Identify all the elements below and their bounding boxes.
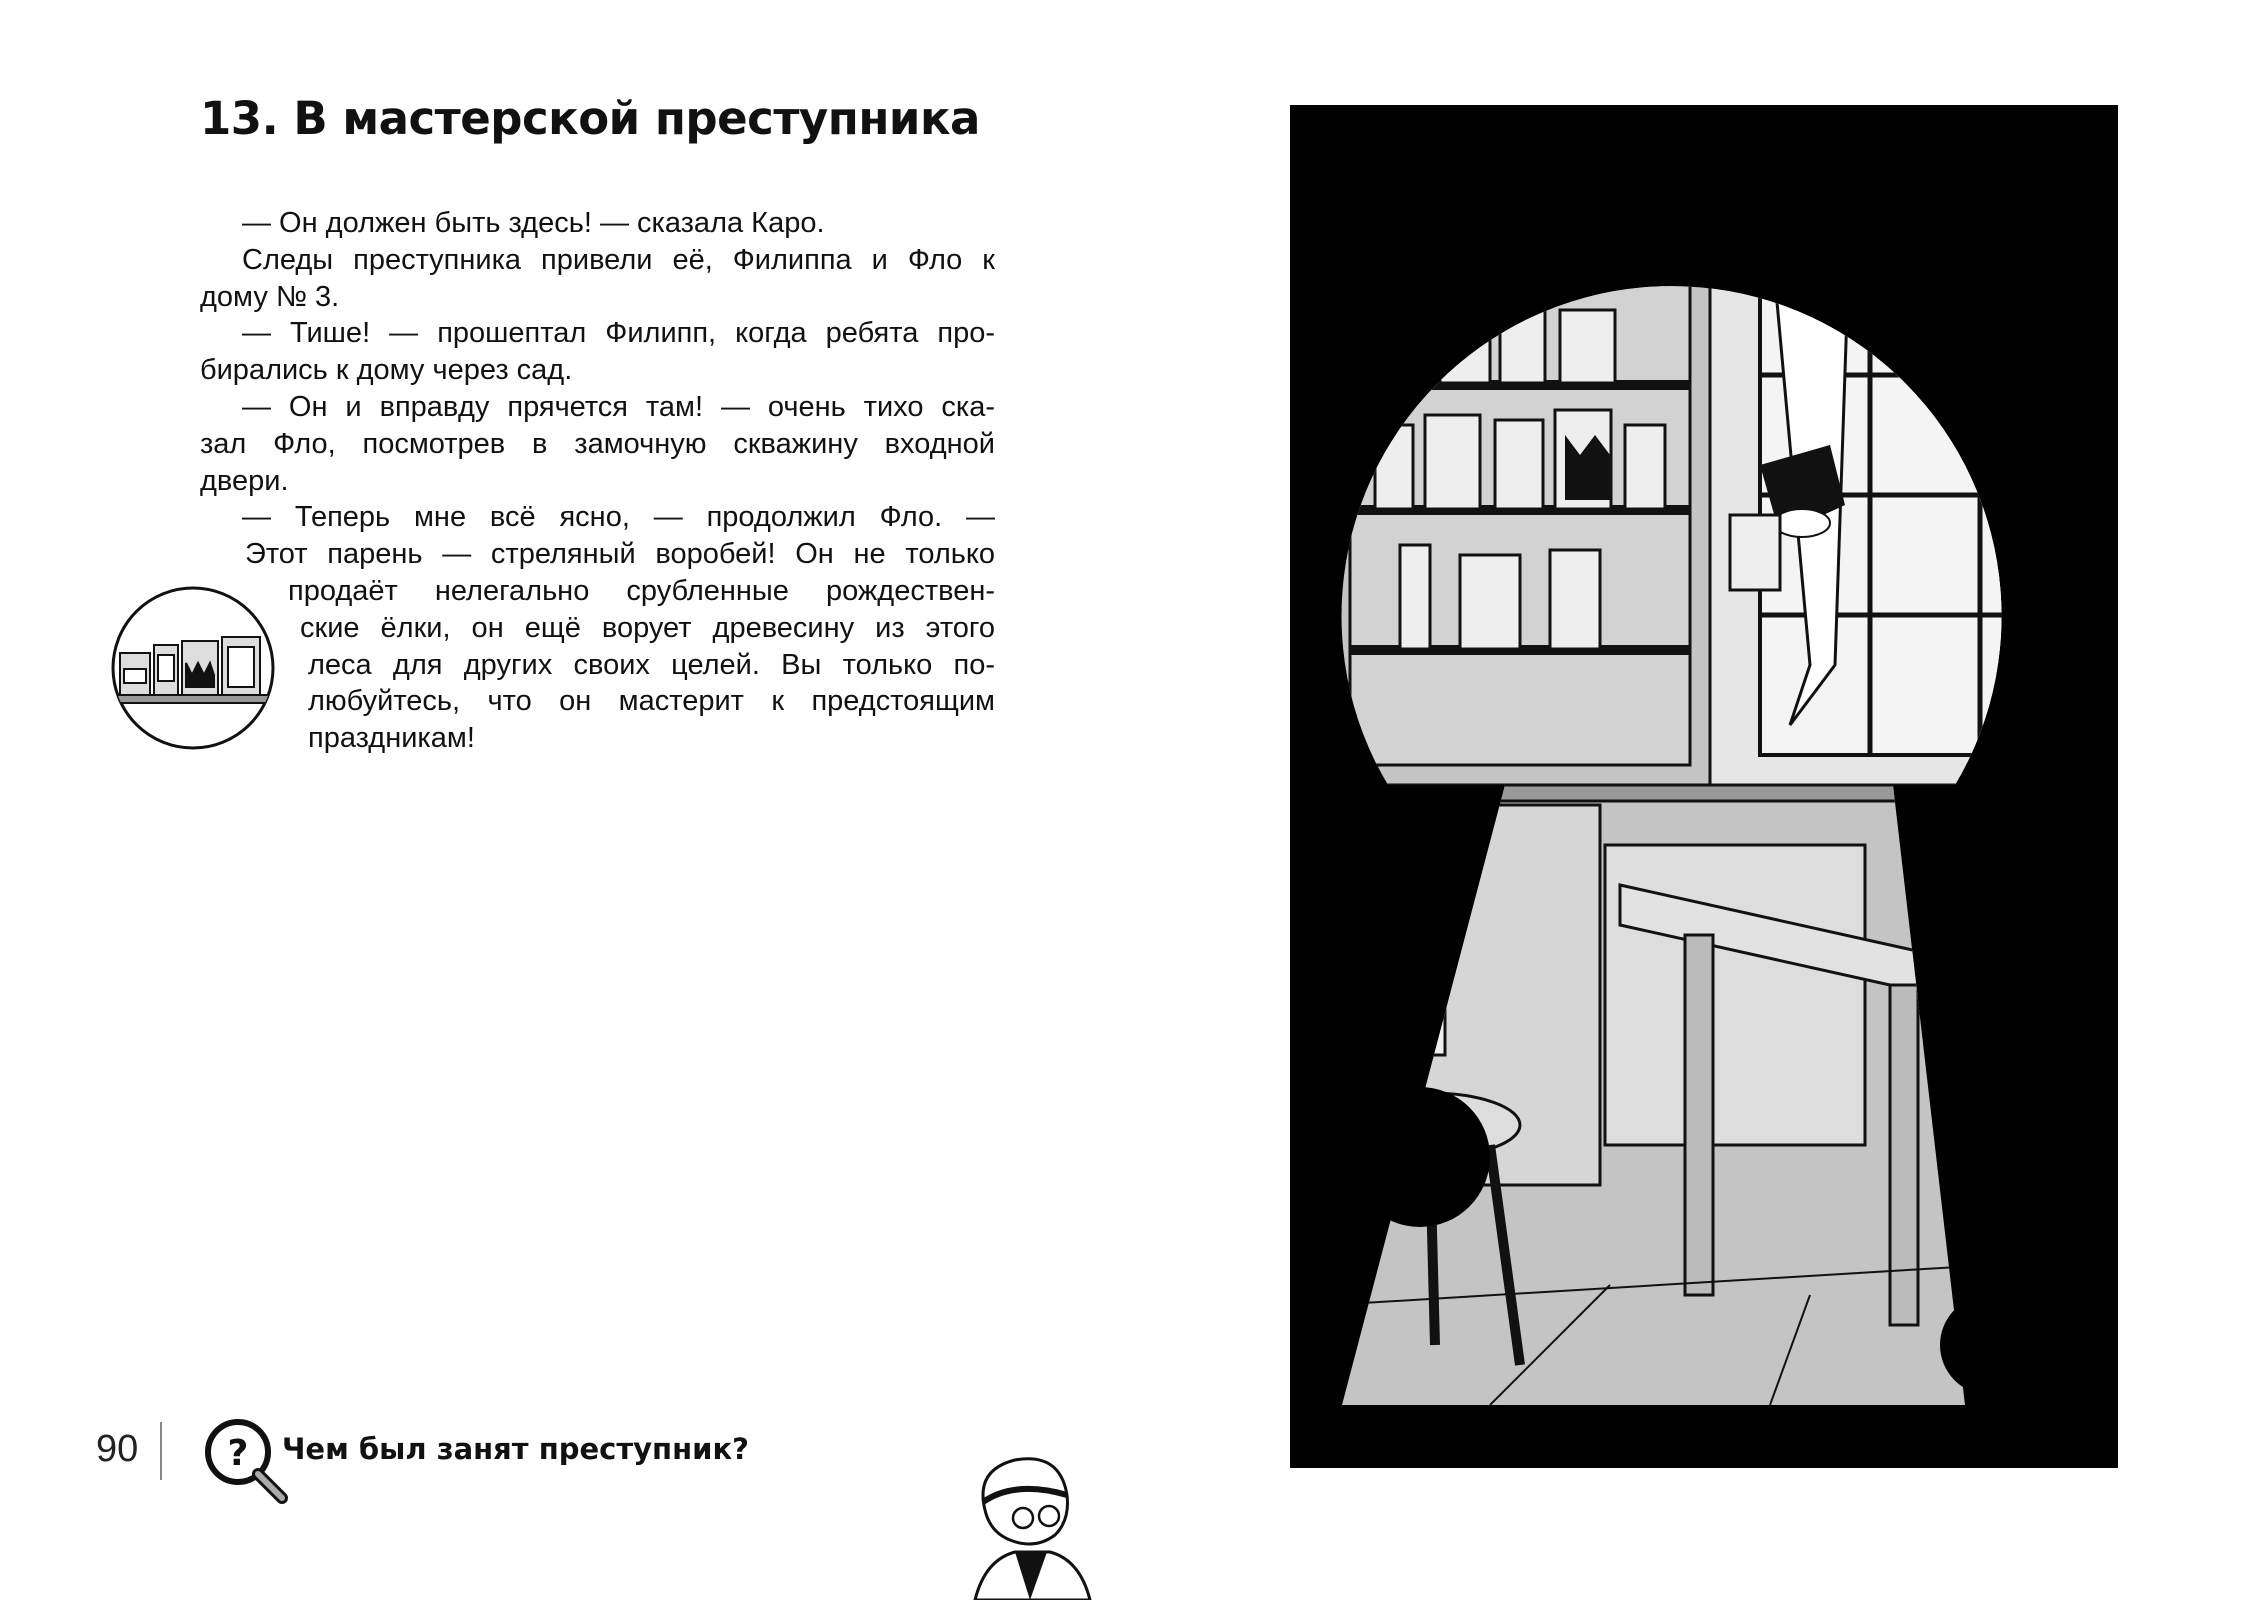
story-text — [200, 205, 995, 757]
story-line: Следы преступника привели её, Филиппа и Фло к — [242, 243, 995, 276]
story-line: зал Фло, посмотрев в замочную скважину входной — [200, 427, 995, 460]
shelf-detail-thumbnail — [108, 583, 278, 753]
page-number: 90 — [96, 1428, 139, 1470]
story-line: — Тише! — прошептал Филипп, когда ребята про- — [242, 317, 995, 350]
story-line: двери. — [200, 464, 289, 497]
story-line: праздникам! — [308, 722, 475, 755]
story-line: любуйтесь, что он мастерит к предстоящим — [308, 685, 995, 718]
story-line: Этот парень — стреляный воробей! Он не только — [245, 538, 995, 571]
story-line: ские ёлки, он ещё ворует древесину из этого — [300, 611, 995, 644]
story-line: леса для других своих целей. Вы только по- — [308, 648, 995, 681]
story-line: — Он должен быть здесь! — сказала Каро. — [242, 207, 825, 239]
magnifier-question-icon — [198, 1412, 294, 1508]
keyhole-workshop-illustration — [1290, 105, 2118, 1468]
story-line: продаёт нелегально срубленные рождествен- — [288, 574, 995, 607]
story-line: — Теперь мне всё ясно, — продолжил Фло. — — [242, 501, 995, 534]
story-line: бирались к дому через сад. — [200, 354, 573, 387]
story-line: дому № 3. — [200, 280, 340, 313]
question-text: Чем был занят преступник? — [282, 1432, 749, 1466]
story-line: — Он и вправду прячется там! — очень тихо ска- — [242, 390, 995, 423]
chapter-title: 13. В мастерской преступника — [200, 92, 980, 145]
page-number-divider — [160, 1422, 162, 1480]
svg-text:?: ? — [227, 1433, 249, 1474]
detective-girl-illustration — [955, 1440, 1105, 1600]
